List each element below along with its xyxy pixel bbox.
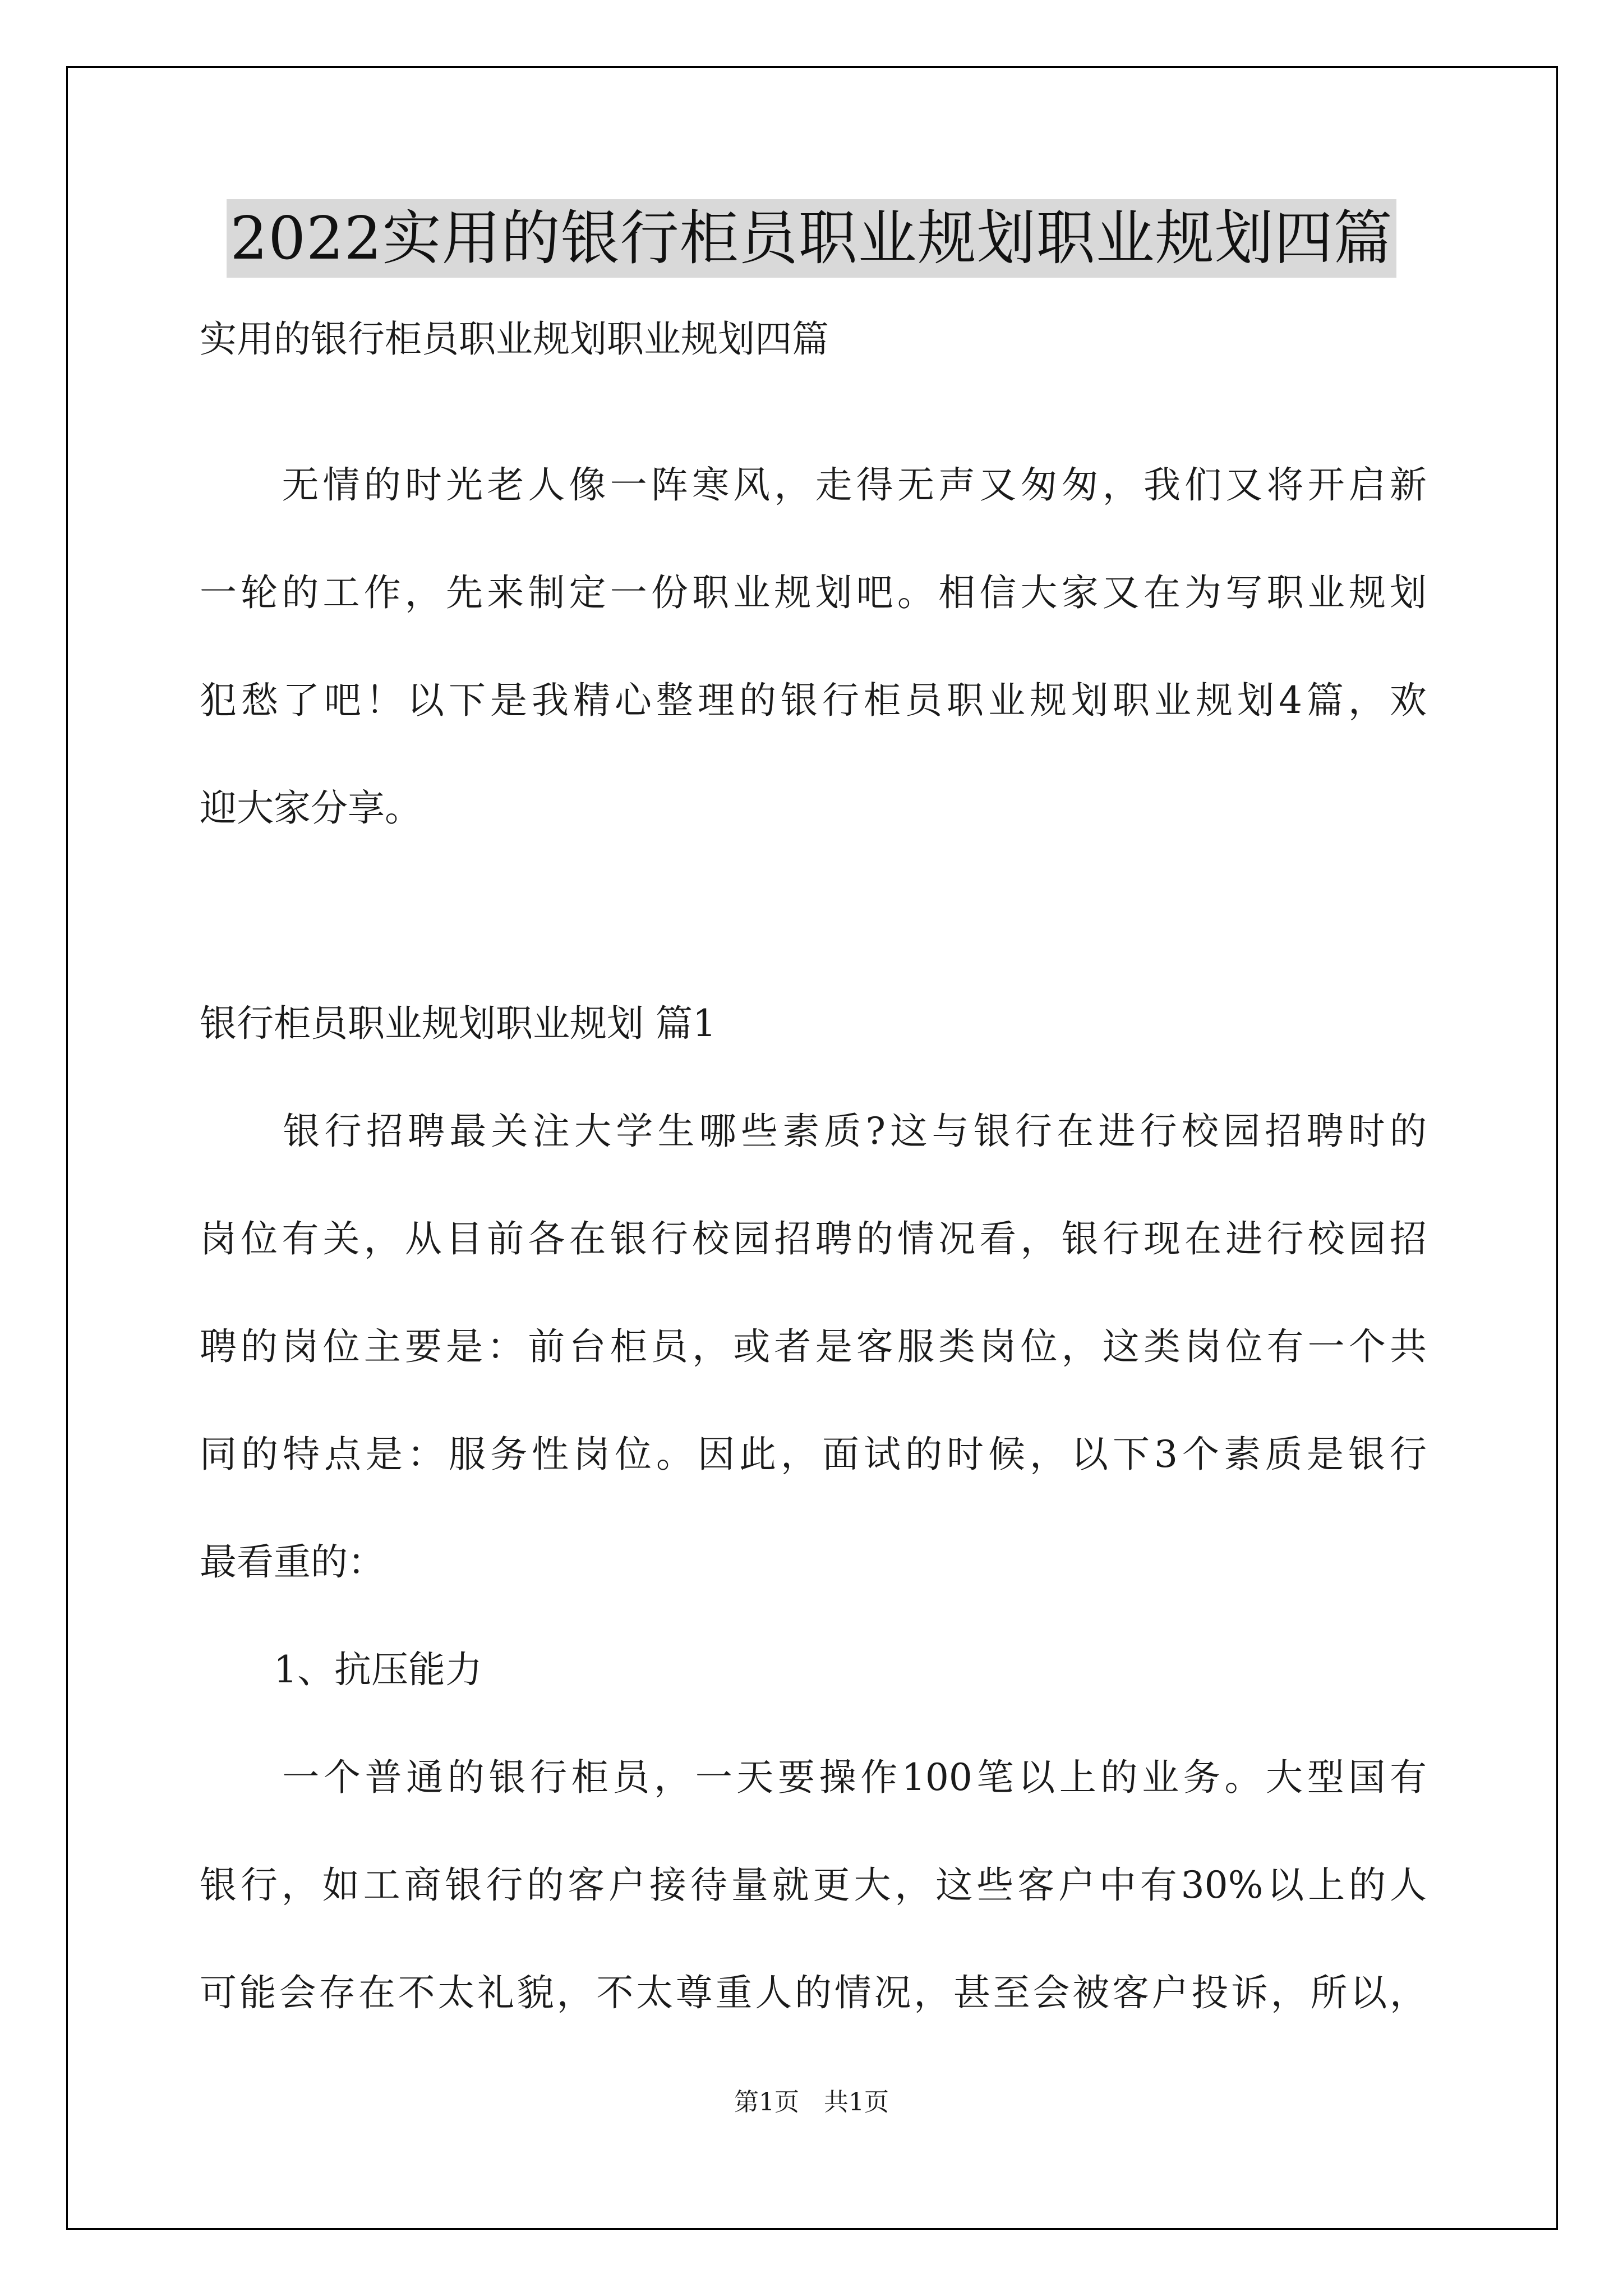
- title-container: [0, 199, 1623, 278]
- body-line: 一个普通的银行柜员，一天要操作100笔以上的业务。大型国有: [200, 1756, 1427, 1799]
- section-heading: 银行柜员职业规划职业规划 篇1: [200, 1002, 716, 1045]
- body-line: 无情的时光老人像一阵寒风，走得无声又匆匆，我们又将开启新: [200, 463, 1427, 507]
- body-line: 迎大家分享。: [200, 786, 422, 830]
- body-line: 银行招聘最关注大学生哪些素质?这与银行在进行校园招聘时的: [200, 1110, 1427, 1153]
- page-footer: 第1页 共1页: [734, 2088, 889, 2116]
- body-line: 同的特点是：服务性岗位。因此，面试的时候，以下3个素质是银行: [200, 1433, 1427, 1476]
- body-line: 银行，如工商银行的客户接待量就更大，这些客户中有30%以上的人: [200, 1864, 1427, 1907]
- body-line: 岗位有关，从目前各在银行校园招聘的情况看，银行现在进行校园招: [200, 1217, 1427, 1260]
- body-line: 聘的岗位主要是：前台柜员，或者是客服类岗位，这类岗位有一个共: [200, 1325, 1427, 1368]
- body-line: 可能会存在不太礼貌，不太尊重人的情况，甚至会被客户投诉，所以，: [200, 1971, 1427, 2014]
- document-title: 2022实用的银行柜员职业规划职业规划四篇: [227, 199, 1396, 278]
- body-line: 犯愁了吧！以下是我精心整理的银行柜员职业规划职业规划4篇，欢: [200, 679, 1427, 722]
- subtitle-line: 实用的银行柜员职业规划职业规划四篇: [200, 318, 829, 361]
- body-line: 一轮的工作，先来制定一份职业规划吧。相信大家又在为写职业规划: [200, 571, 1427, 614]
- body-line: 最看重的：: [200, 1540, 385, 1584]
- list-heading: 1、抗压能力: [200, 1648, 482, 1691]
